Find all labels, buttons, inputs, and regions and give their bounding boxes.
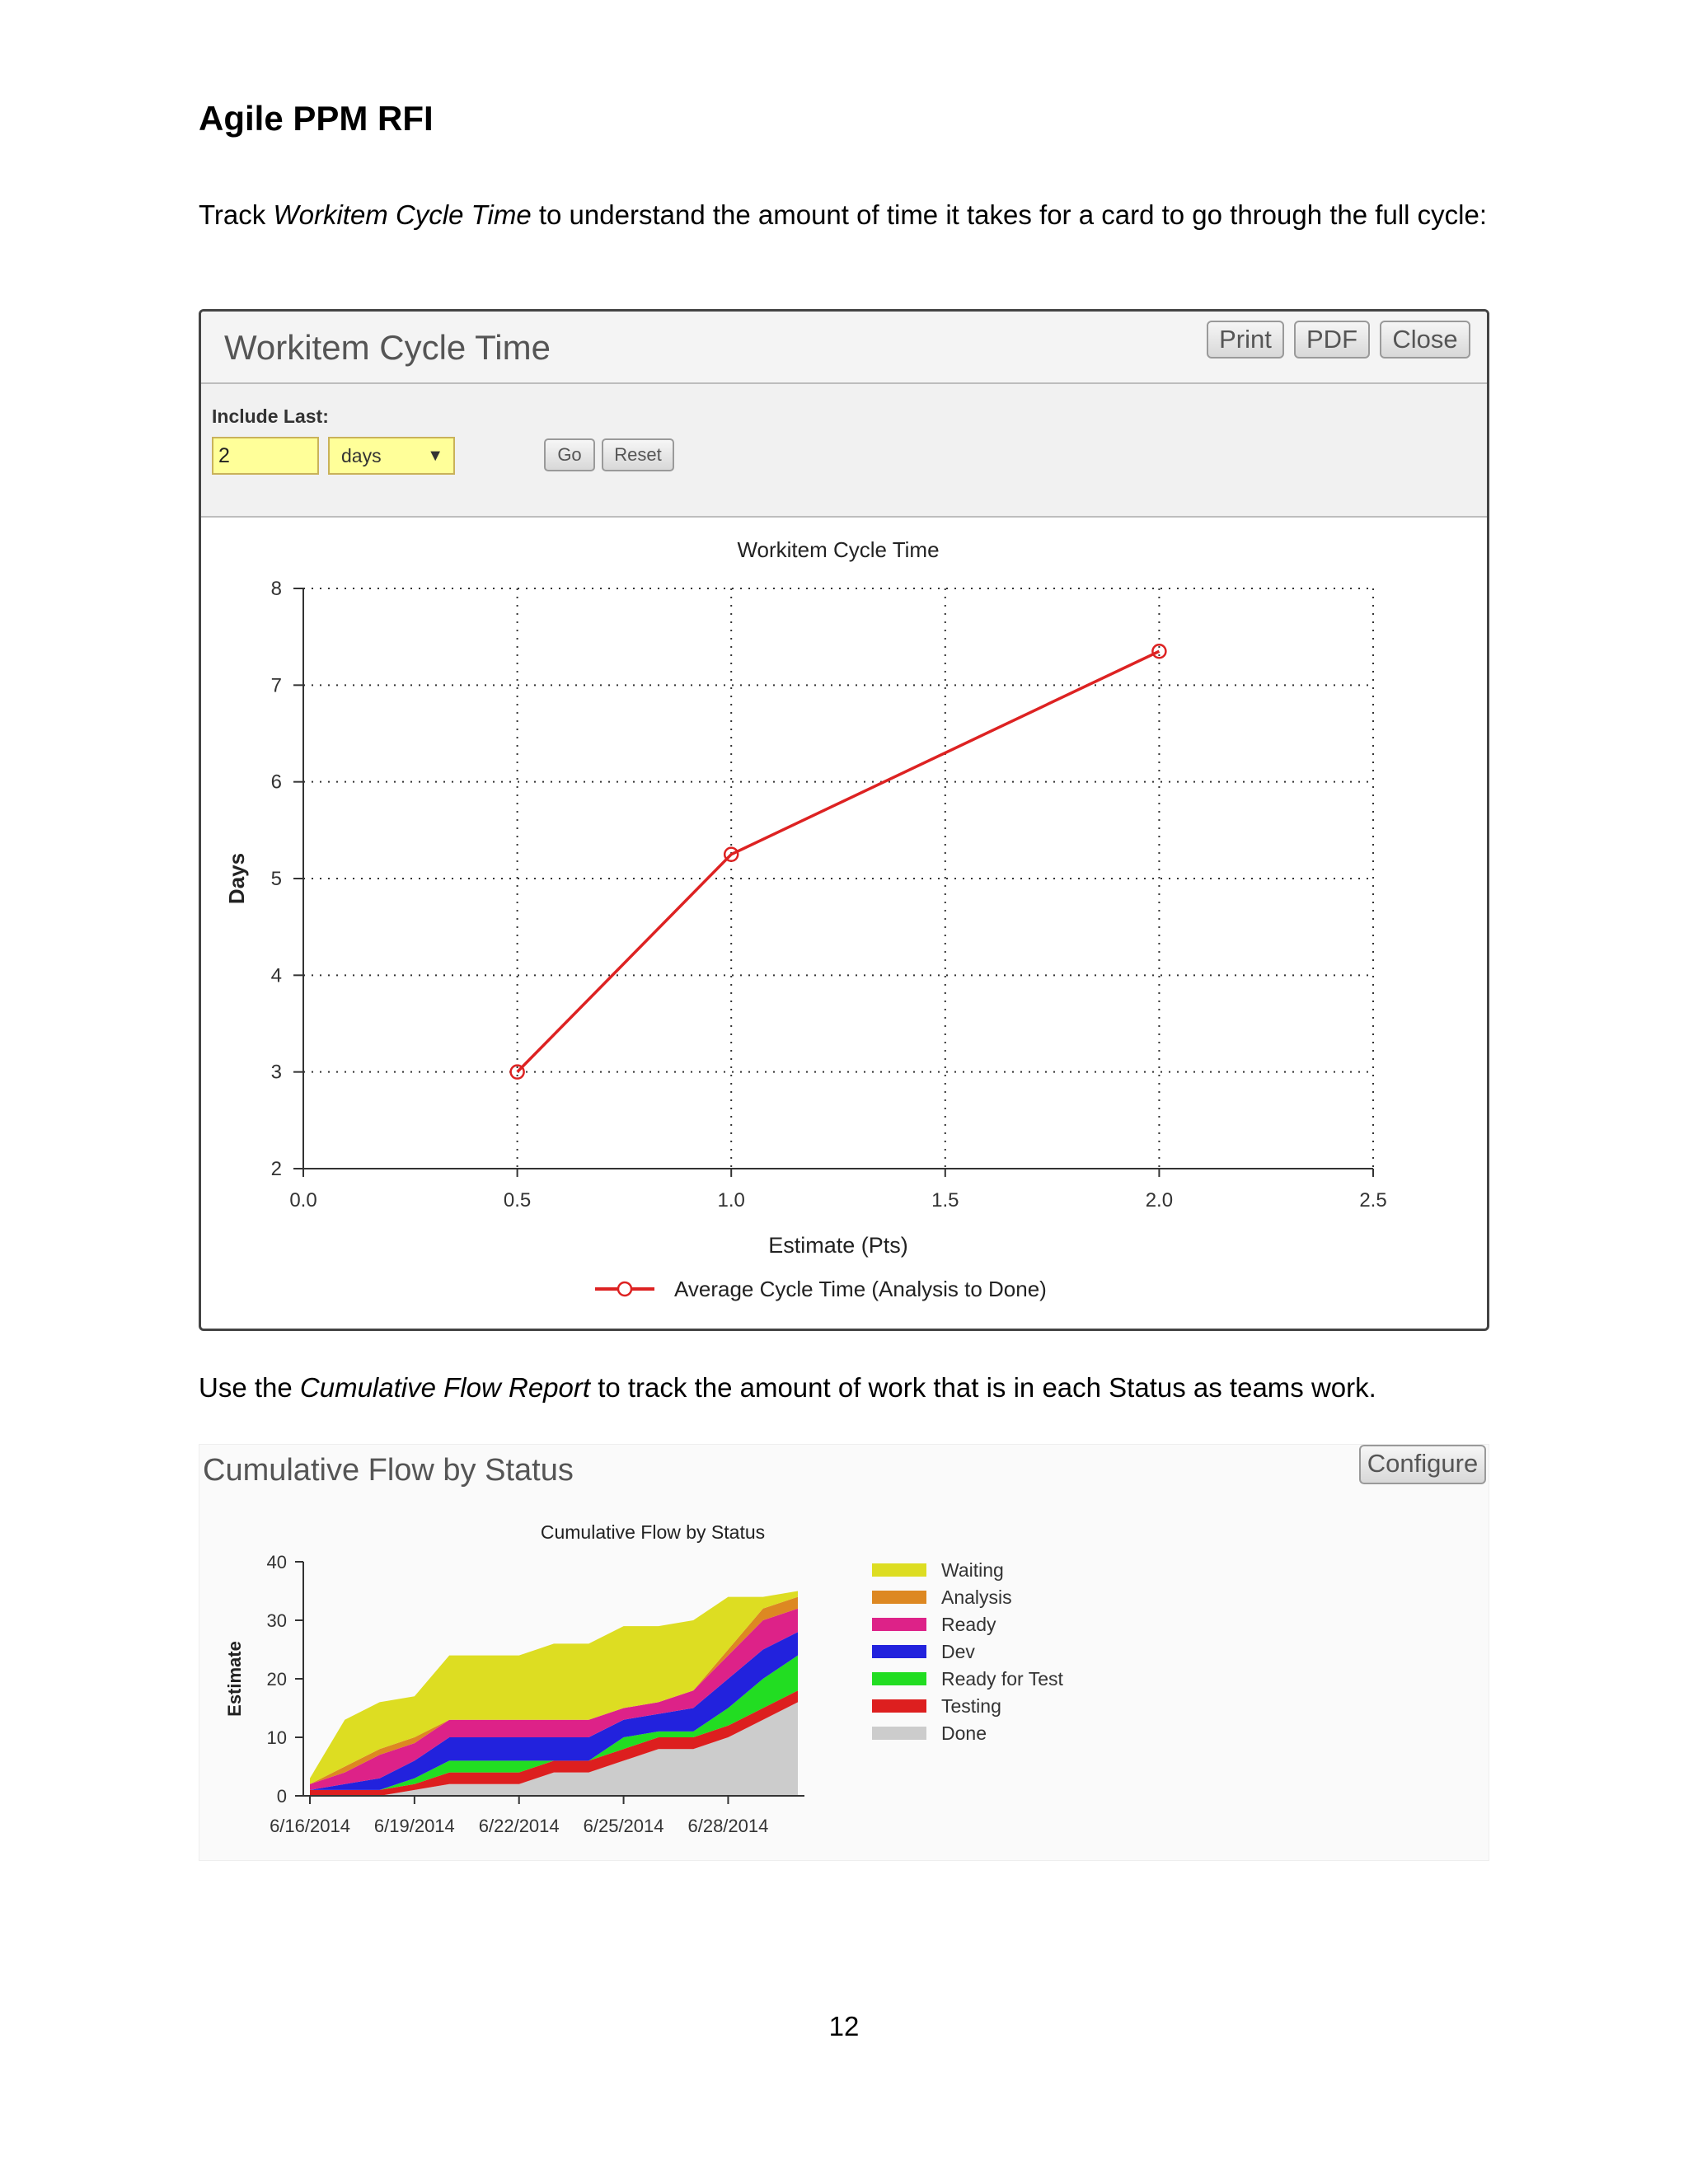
include-last-label: Include Last: [212,405,329,427]
legend-label: Testing [941,1695,1001,1717]
close-button[interactable]: Close [1380,321,1470,359]
cumulative-flow-chart [199,1445,1489,1860]
document-title: Agile PPM RFI [199,99,434,138]
go-button[interactable]: Go [544,438,595,471]
legend-swatch [872,1591,926,1604]
x-tick-label: 6/28/2014 [687,1816,769,1836]
legend-marker [618,1282,631,1296]
configure-button[interactable]: Configure [1359,1445,1486,1484]
chart-title: Workitem Cycle Time [737,537,940,562]
x-tick-label: 6/16/2014 [270,1816,350,1836]
y-tick-label: 3 [270,1061,282,1084]
y-tick-label: 20 [266,1669,287,1690]
x-tick-label: 6/22/2014 [478,1816,560,1836]
x-axis-label: Estimate (Pts) [768,1233,908,1258]
y-tick-label: 8 [270,578,282,600]
x-tick-label: 2.0 [1145,1189,1174,1212]
legend-swatch [872,1672,926,1685]
y-tick-label: 40 [266,1552,287,1572]
y-tick-label: 2 [270,1158,282,1180]
series-line [518,651,1160,1071]
y-tick-label: 10 [266,1727,287,1748]
cycle-time-panel-title: Workitem Cycle Time [224,328,551,367]
y-tick-label: 7 [270,674,282,697]
x-tick-label: 1.5 [931,1189,959,1212]
y-tick-label: 30 [266,1610,287,1631]
x-tick-label: 2.5 [1359,1189,1387,1212]
legend-label: Dev [941,1641,975,1662]
y-axis-label: Estimate [224,1641,245,1717]
x-tick-label: 6/25/2014 [583,1816,664,1836]
unit-select-value: days [341,445,382,466]
legend-label: Waiting [941,1559,1004,1581]
pdf-button[interactable]: PDF [1294,321,1370,359]
include-last-unit-select[interactable] [328,437,455,475]
include-last-filter [201,384,1487,518]
y-tick-label: 4 [270,964,282,987]
include-last-count-input[interactable]: 2 [212,437,319,475]
legend-swatch [872,1645,926,1658]
y-tick-label: 5 [270,868,282,890]
cumulative-flow-panel [199,1444,1489,1861]
cycle-time-panel [199,309,1489,1331]
cycle-time-chart [201,518,1487,1329]
x-tick-label: 0.0 [289,1189,317,1212]
reset-button[interactable]: Reset [602,438,674,471]
chart-title: Cumulative Flow by Status [540,1521,766,1543]
legend-swatch [872,1618,926,1631]
legend-swatch [872,1699,926,1713]
legend-label: Ready for Test [941,1668,1063,1690]
intro-paragraph-flow: Use the Cumulative Flow Report to track the amount of work that is in each Status as teams work. [199,1372,1376,1403]
legend-label: Ready [941,1614,996,1635]
y-axis-label: Days [224,852,249,905]
page-number: 12 [828,2011,860,2041]
cycle-time-panel-header [201,312,1487,384]
y-tick-label: 6 [270,771,282,794]
intro-paragraph-cycle: Track Workitem Cycle Time to understand the amount of time it takes for a card to go through the full cycle: [199,199,1488,230]
y-tick-label: 0 [276,1786,287,1807]
print-button[interactable]: Print [1207,321,1284,359]
legend-label: Average Cycle Time (Analysis to Done) [674,1277,1047,1301]
legend-swatch [872,1727,926,1740]
legend-swatch [872,1563,926,1577]
x-tick-label: 0.5 [503,1189,532,1212]
legend-label: Done [941,1722,987,1744]
dropdown-arrow-icon: ▼ [427,447,443,465]
x-tick-label: 1.0 [717,1189,745,1212]
legend-label: Analysis [941,1586,1012,1608]
x-tick-label: 6/19/2014 [373,1816,455,1836]
cumulative-flow-panel-title: Cumulative Flow by Status [203,1453,574,1488]
